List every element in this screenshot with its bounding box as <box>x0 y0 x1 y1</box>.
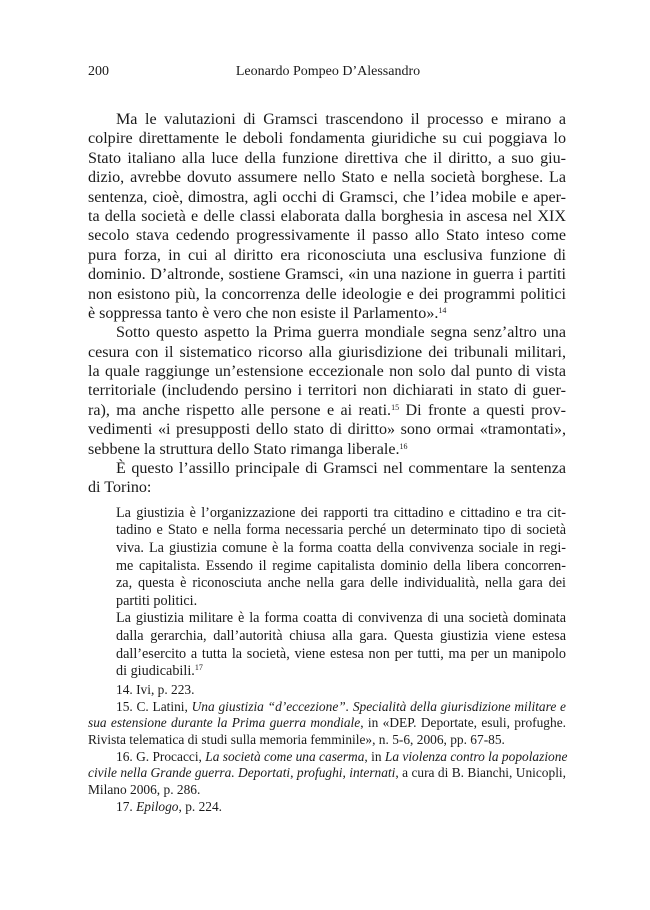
text-line: sentenza, cioè, dimostra, agli occhi di Gramsci, che l’idea mobile e aper- <box>88 188 566 206</box>
quote-line: partiti politici. <box>116 592 198 609</box>
text-line: non esistono più, la concorrenza delle ideologie e dei programmi politici <box>88 285 566 303</box>
running-head: Leonardo Pompeo D’Alessandro <box>235 64 421 79</box>
text-line: vedimenti «i presupposti dello stato di diritto» sono ormai «tramontati», <box>88 421 566 439</box>
text-span: , in <box>364 748 385 764</box>
text-line: di Torino: <box>88 479 152 497</box>
text-span: ra), ma anche rispetto alle persone e ai reati. <box>88 401 392 419</box>
text-span: , a cura di B. Bianchi, Unicopli, <box>395 765 566 781</box>
text-span: 17. <box>116 798 137 814</box>
main-text <box>88 110 566 681</box>
text-line <box>88 440 566 459</box>
text-line: pura forza, in cui al diritto era riconosciuta una esclusiva funzione di <box>88 246 566 264</box>
block-quote <box>88 505 566 681</box>
book-title: Epilogo <box>136 798 179 814</box>
text-line: ta della società e delle classi elaborata dalla borghesia in ascesa nel XIX <box>88 207 566 225</box>
text-span: Di fronte a questi prov- <box>405 401 566 419</box>
text-line: territoriale (includendo persino i territori non dichiarati in stato di guer- <box>88 382 566 400</box>
article-title: sua estensione durante la Prima guerra mondiale <box>88 715 361 731</box>
text-line: dizio, avrebbe dovuto assumere nello Stato e nella società borghese. La <box>88 169 566 187</box>
text-line <box>88 401 566 420</box>
text-span: 16. G. Procacci, <box>116 748 206 764</box>
text-span: di giudicabili. <box>116 663 195 680</box>
text-line: dominio. D’altronde, sostiene Gramsci, «in una nazione in guerra i partiti <box>88 266 566 284</box>
footnote-15 <box>88 699 566 716</box>
book-title: civile nella Grande guerra. Deportati, profughi, internati <box>88 765 396 781</box>
footnote-ref-15[interactable]: 15 <box>391 402 400 412</box>
article-title: La società come una caserma <box>205 748 365 764</box>
text-span: 15. C. Latini, <box>116 698 192 714</box>
quote-line: viva. La giustizia comune è la forma coatta della convivenza sociale in regi- <box>116 540 566 556</box>
text-line <box>88 304 566 323</box>
text-line: Stato italiano alla luce della funzione direttiva che il diritto, a suo giu- <box>88 149 566 167</box>
text-line: cesura con il sistematico ricorso alla giurisdizione dei tribunali militari, <box>88 343 566 361</box>
page-header <box>88 62 568 82</box>
footnote-16-cont: Milano 2006, p. 286. <box>88 782 201 798</box>
quote-line: me capitalista. Essendo il regime capitalista dominio della libera concorren- <box>116 557 566 574</box>
footnotes <box>88 682 566 816</box>
text-span: è soppressa tanto è vero che non esiste il Parlamento». <box>88 304 439 322</box>
quote-line: La giustizia è l’organizzazione dei rapporti tra cittadino e cittadino e tra cit- <box>116 504 566 521</box>
quote-line: dalla gerarchia, dall’autorità chiusa alla gara. Questa giustizia viene estesa <box>116 627 566 644</box>
text-span: , p. 224. <box>178 798 223 814</box>
text-line: È questo l’assillo principale di Gramsci nel commentare la sentenza <box>116 460 566 478</box>
footnote-ref-17[interactable]: 17 <box>194 663 203 673</box>
text-line: la quale raggiunge un’estensione eccezionale non solo dal punto di vista <box>88 363 566 381</box>
text-line: Ma le valutazioni di Gramsci trascendono il processo e mirano a <box>116 111 566 128</box>
paragraph-3 <box>88 459 566 498</box>
footnote-ref-14[interactable]: 14 <box>438 305 447 315</box>
book-title: La violenza contro la popolazione <box>384 748 568 764</box>
quote-line: tadino e Stato e nella forma necessaria perché un determinato tipo di società <box>116 522 566 539</box>
footnote-15-cont <box>88 715 566 732</box>
text-line: Sotto questo aspetto la Prima guerra mondiale segna senz’altro una <box>116 324 566 342</box>
quote-line <box>116 663 566 681</box>
footnote-16 <box>88 749 566 766</box>
quote-line: La giustizia militare è la forma coatta di convivenza di una società dominata <box>116 610 566 627</box>
footnote-16-cont <box>88 765 566 782</box>
footnote-17 <box>88 799 566 816</box>
paragraph-2 <box>88 323 566 459</box>
paragraph-1 <box>88 110 566 323</box>
quote-line: dall’esercito a tutta la società, viene estesa non per tutti, ma per un manipolo <box>116 645 566 662</box>
page-number: 200 <box>88 64 109 79</box>
article-title: Una giustizia “d’eccezione”. Specialità della giurisdizione militare e <box>191 698 566 714</box>
text-span: , in «DEP. Deportate, esuli, profughe. <box>360 715 566 731</box>
footnote-15-cont: Rivista telematica di studi sulla memoria femminile», n. 5-6, 2006, pp. 67-85. <box>88 732 505 748</box>
quote-line: za, questa è riconosciuta anche nella gara delle individualità, nella gara dei <box>116 575 566 592</box>
footnote-ref-16[interactable]: 16 <box>399 441 408 451</box>
text-line: secolo stava cedendo progressivamente il passo allo Stato inteso come <box>88 227 566 245</box>
footnote-14: 14. Ivi, p. 223. <box>116 682 195 697</box>
text-span: sebbene la struttura dello Stato rimanga liberale. <box>88 440 400 458</box>
text-line: colpire direttamente le deboli fondamenta giuridiche su cui poggiava lo <box>88 130 566 148</box>
